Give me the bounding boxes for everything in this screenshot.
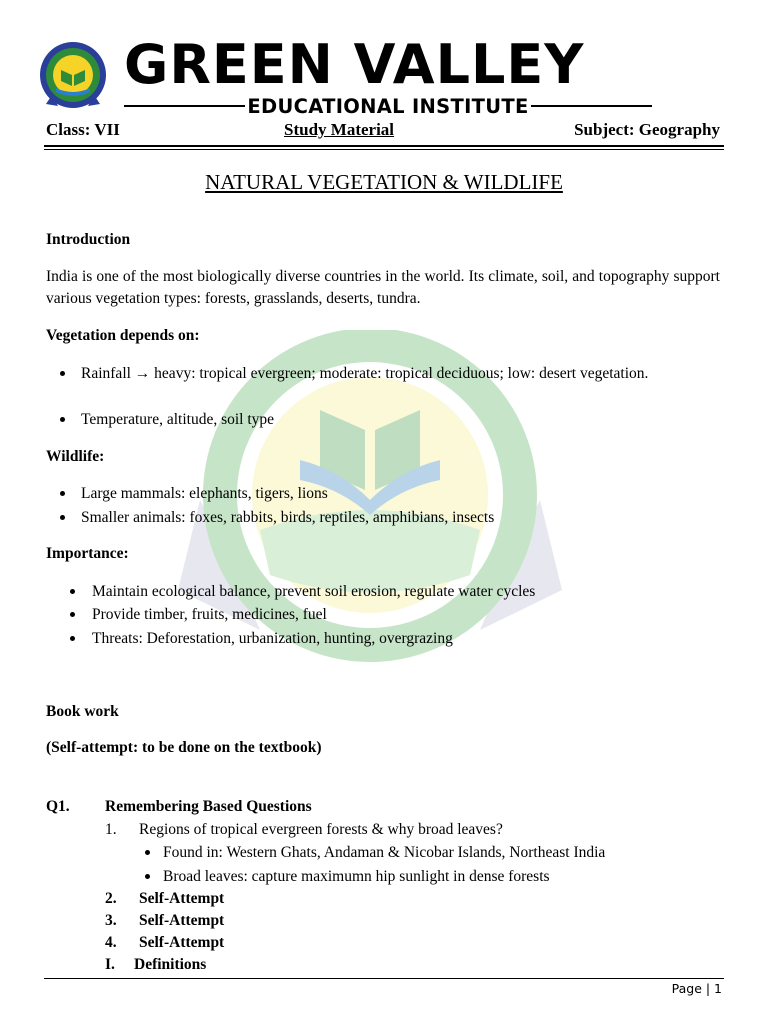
document-title: [0, 170, 768, 195]
bullet-dot: [145, 874, 150, 879]
subtitle-right-line: [531, 105, 652, 107]
footer-rule: [44, 978, 724, 979]
wildlife-item-large: Large mammals: elephants, tigers, lions: [81, 485, 328, 502]
vegetation-item-rainfall: Rainfall → heavy: tropical evergreen; moderate: tropical deciduous; low: desert vegetation.: [81, 365, 649, 382]
vegetation-item-temperature: Temperature, altitude, soil type: [81, 411, 275, 428]
q1-item-number: 1.: [105, 821, 117, 838]
institute-subtitle: EDUCATIONAL INSTITUTE: [247, 94, 529, 118]
wildlife-heading: Wildlife:: [46, 448, 105, 465]
page-number: Page | 1: [671, 981, 722, 996]
study-material-label: Study Material: [284, 120, 395, 139]
importance-item-timber: Provide timber, fruits, medicines, fuel: [92, 606, 327, 623]
bookwork-heading: Book work: [46, 703, 119, 720]
wildlife-item-small: Smaller animals: foxes, rabbits, birds, reptiles, amphibians, insects: [81, 509, 495, 526]
document-title-text: NATURAL VEGETATION & WILDLIFE: [205, 170, 563, 194]
bullet-dot: [70, 636, 75, 641]
bullet-dot: [60, 515, 65, 520]
vegetation-heading: Vegetation depends on:: [46, 327, 200, 344]
section-i-number: I.: [105, 956, 115, 973]
q1-item-text: Self-Attempt: [139, 934, 225, 951]
institute-name: GREEN VALLEY: [124, 33, 585, 96]
q1-sub-item-found-in: Found in: Western Ghats, Andaman & Nicobar Islands, Northeast India: [163, 844, 606, 861]
bullet-dot: [60, 491, 65, 496]
q1-item-text: Regions of tropical evergreen forests & why broad leaves?: [139, 821, 503, 838]
bullet-dot: [70, 589, 75, 594]
importance-item-threats: Threats: Deforestation, urbanization, hunting, overgrazing: [92, 630, 453, 647]
q1-item-number: 2.: [105, 890, 117, 907]
bullet-dot: [145, 850, 150, 855]
institute-subtitle-row: [124, 94, 652, 118]
section-i-title: Definitions: [134, 956, 207, 973]
q1-item-number: 4.: [105, 934, 117, 951]
q1-item-text: Self-Attempt: [139, 912, 225, 929]
subtitle-left-line: [124, 105, 245, 107]
intro-paragraph: India is one of the most biologically diverse countries in the world. Its climate, soil, and topography support various vegetation types: forests, grasslands, deserts, tundra.: [46, 268, 720, 307]
bullet-dot: [70, 612, 75, 617]
class-label: Class: VII: [46, 120, 120, 139]
intro-heading: Introduction: [46, 231, 131, 248]
q1-label: Q1.: [46, 798, 70, 815]
q1-item-text: Self-Attempt: [139, 890, 225, 907]
bookwork-note: (Self-attempt: to be done on the textbook): [46, 739, 322, 756]
importance-item-balance: Maintain ecological balance, prevent soil erosion, regulate water cycles: [92, 583, 536, 600]
q1-sub-item-broad-leaves: Broad leaves: capture maximumn hip sunlight in dense forests: [163, 868, 550, 885]
header-meta-row: [46, 120, 722, 142]
q1-title: Remembering Based Questions: [105, 798, 312, 815]
bullet-dot: [60, 371, 65, 376]
institute-logo: [38, 40, 108, 110]
subject-label: Subject: Geography: [574, 120, 720, 139]
header-rule-thick: [44, 145, 724, 147]
q1-item-number: 3.: [105, 912, 117, 929]
header-rule-thin: [44, 149, 724, 150]
importance-heading: Importance:: [46, 545, 129, 562]
bullet-dot: [60, 417, 65, 422]
